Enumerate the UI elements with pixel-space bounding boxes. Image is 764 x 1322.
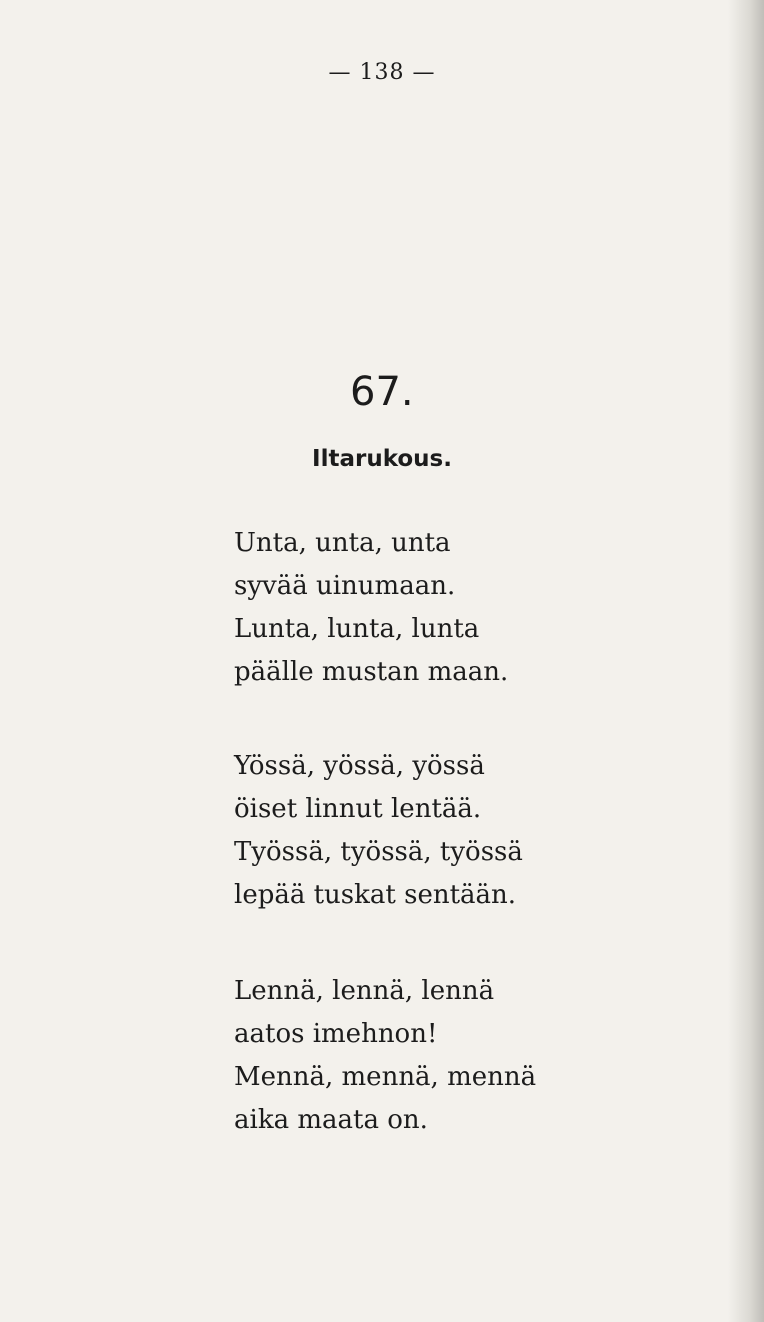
- page-number: — 138 —: [328, 60, 436, 85]
- verse-line: lepää tuskat sentään.: [234, 880, 517, 910]
- verse-line: Työssä, työssä, työssä: [234, 837, 523, 867]
- poem-title: Iltarukous.: [312, 446, 452, 472]
- verse-line: Yössä, yössä, yössä: [234, 751, 485, 781]
- verse-line: Unta, unta, unta: [234, 528, 451, 558]
- verse-line: aatos imehnon!: [234, 1019, 438, 1049]
- verse-line: Lunta, lunta, lunta: [234, 614, 480, 644]
- stanza-2: [234, 745, 594, 917]
- verse-line: öiset linnut lentää.: [234, 794, 482, 824]
- verse-line: Mennä, mennä, mennä: [234, 1062, 537, 1092]
- page-edge-shadow: [728, 0, 764, 1322]
- verse-line: Lennä, lennä, lennä: [234, 976, 495, 1006]
- stanza-1: [234, 522, 594, 694]
- verse-line: aika maata on.: [234, 1105, 428, 1135]
- poem-number: 67.: [350, 369, 414, 415]
- stanza-3: [234, 970, 594, 1142]
- verse-line: päälle mustan maan.: [234, 657, 509, 687]
- verse-line: syvää uinumaan.: [234, 571, 456, 601]
